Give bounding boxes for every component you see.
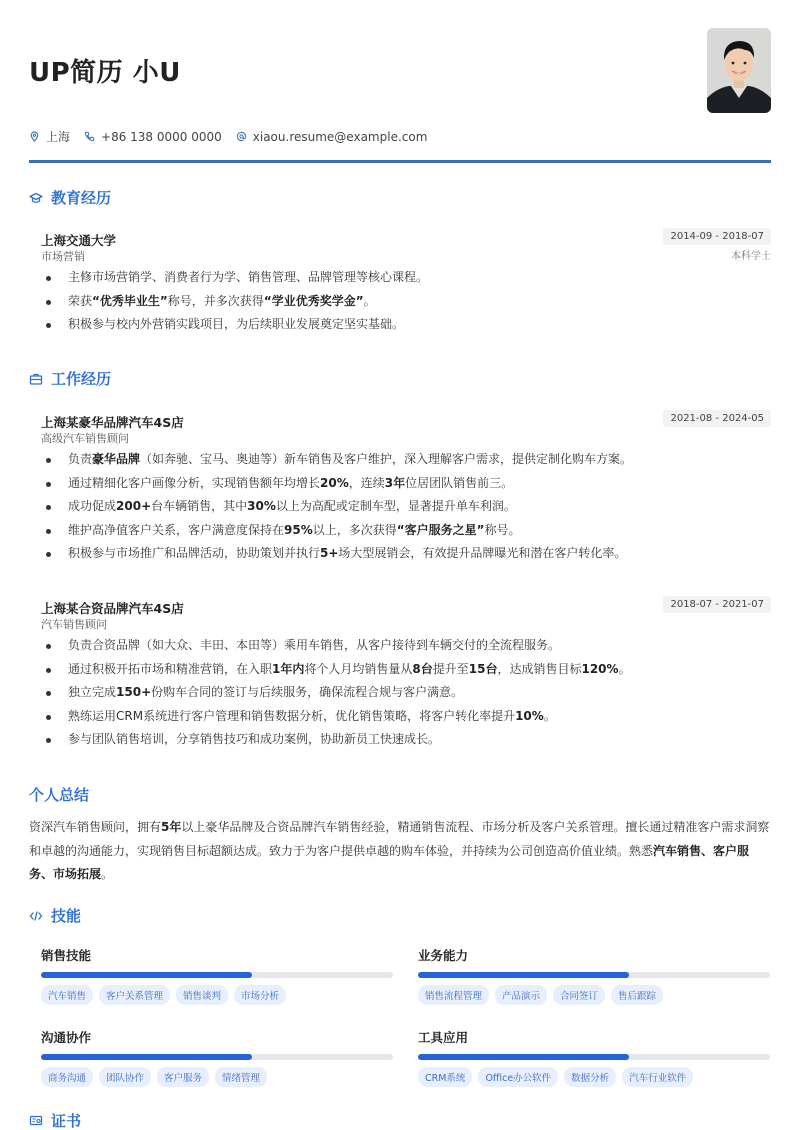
profile-photo <box>707 28 771 113</box>
work-section-title: 工作经历 <box>29 368 111 389</box>
skill-group: 销售技能 汽车销售 客户关系管理 销售谈判 市场分析 <box>41 946 393 1005</box>
location-pin-icon <box>29 131 40 142</box>
major: 市场营销 <box>41 250 85 263</box>
summary-text: 资深汽车销售顾问，拥有5年以上豪华品牌及合资品牌汽车销售经验，精通销售流程、市场分析及客户关系管理。擅长通过精准客户需求洞察和卓越的沟通能力，实现销售目标超额达成。致力于为客户提供卓越的购车体验，并持续为公司创造高价值业绩。熟悉汽车销售、客户服务、市场拓展。 <box>29 820 770 881</box>
skill-tag: 客户服务 <box>157 1067 209 1087</box>
education-bullets <box>41 266 771 337</box>
location-text: 上海 <box>46 130 71 144</box>
skill-tag: 汽车销售 <box>41 985 93 1005</box>
skill-tag: 产品演示 <box>495 985 547 1005</box>
skill-level-bar <box>418 972 770 978</box>
code-icon <box>29 909 43 923</box>
at-sign-icon <box>236 131 247 142</box>
skill-tag: 数据分析 <box>564 1067 616 1087</box>
list-item: 独立完成150+份购车合同的签订与后续服务，确保流程合规与客户满意。 <box>41 681 771 705</box>
list-item: 负责合资品牌（如大众、丰田、本田等）乘用车销售，从客户接待到车辆交付的全流程服务。 <box>41 634 771 658</box>
skill-group: 业务能力 销售流程管理 产品演示 合同签订 售后跟踪 <box>418 946 770 1005</box>
skill-tag: 客户关系管理 <box>99 985 170 1005</box>
briefcase-icon <box>29 372 43 386</box>
skill-group: 沟通协作 商务沟通 团队协作 客户服务 情绪管理 <box>41 1028 393 1087</box>
degree: 本科学士 <box>731 251 771 262</box>
graduation-cap-icon <box>29 191 43 205</box>
school-name: 上海交通大学 <box>41 233 117 248</box>
list-item: 成功促成200+台车辆销售，其中30%以上为高配或定制车型，显著提升单车利润。 <box>41 495 771 519</box>
education-entry <box>41 230 771 337</box>
list-item: 主修市场营销学、消费者行为学、销售管理、品牌管理等核心课程。 <box>41 266 771 290</box>
skill-tag: 售后跟踪 <box>611 985 663 1005</box>
date-badge: 2021-08 - 2024-05 <box>663 410 771 427</box>
date-badge: 2018-07 - 2021-07 <box>663 596 771 613</box>
list-item: 负责豪华品牌（如奔驰、宝马、奥迪等）新车销售及客户维护，深入理解客户需求，提供定制化购车方案。 <box>41 448 771 472</box>
list-item: 积极参与市场推广和品牌活动，协助策划并执行5+场大型展销会，有效提升品牌曝光和潜在客户转化率。 <box>41 542 771 566</box>
list-item: 熟练运用CRM系统进行客户管理和销售数据分析，优化销售策略，将客户转化率提升10%。 <box>41 705 771 729</box>
phone-text: +86 138 0000 0000 <box>101 129 222 144</box>
company-name: 上海某合资品牌汽车4S店 <box>41 601 184 616</box>
list-item: 通过积极开拓市场和精准营销，在入职1年内将个人月均销售量从8台提升至15台，达成销售目标120%。 <box>41 658 771 682</box>
resume-header <box>29 0 771 163</box>
work-bullets <box>41 634 771 752</box>
skill-level-bar <box>41 972 393 978</box>
skill-tag: 市场分析 <box>234 985 286 1005</box>
date-badge: 2014-09 - 2018-07 <box>663 228 771 245</box>
email-text: xiaou.resume@example.com <box>252 129 428 144</box>
phone-icon <box>84 131 95 142</box>
contact-info <box>29 128 427 145</box>
list-item: 通过精细化客户画像分析，实现销售额年均增长20%，连续3年位居团队销售前三。 <box>41 472 771 496</box>
contact-email[interactable] <box>236 130 428 144</box>
skills-section-title: 技能 <box>29 905 81 926</box>
job-role: 汽车销售顾问 <box>41 618 107 631</box>
certificates-section-title: 证书 <box>29 1110 81 1130</box>
education-section-title: 教育经历 <box>29 187 111 208</box>
skill-tag: Office办公软件 <box>478 1067 558 1087</box>
work-bullets <box>41 448 771 566</box>
certificate-icon <box>29 1114 43 1128</box>
resume-page <box>29 0 771 1130</box>
skill-tag: 商务沟通 <box>41 1067 93 1087</box>
skill-tag: 合同签订 <box>553 985 605 1005</box>
skill-tag: 销售谈判 <box>176 985 228 1005</box>
work-entry <box>41 598 771 752</box>
skill-level-bar <box>418 1054 770 1060</box>
skill-tag: 情绪管理 <box>215 1067 267 1087</box>
skill-tag: CRM系统 <box>418 1067 472 1087</box>
work-entry <box>41 412 771 566</box>
skill-level-bar <box>41 1054 393 1060</box>
skill-tag: 销售流程管理 <box>418 985 489 1005</box>
summary-section-title: 个人总结 <box>29 786 90 804</box>
list-item: 荣获“优秀毕业生”称号，并多次获得“学业优秀奖学金”。 <box>41 290 771 314</box>
skill-group: 工具应用 CRM系统 Office办公软件 数据分析 汽车行业软件 <box>418 1028 770 1087</box>
contact-location <box>29 128 70 145</box>
contact-phone[interactable] <box>84 130 222 144</box>
skill-tag: 汽车行业软件 <box>622 1067 693 1087</box>
list-item: 维护高净值客户关系，客户满意度保持在95%以上，多次获得“客户服务之星”称号。 <box>41 519 771 543</box>
candidate-name: UP简历 小U <box>29 58 181 88</box>
company-name: 上海某豪华品牌汽车4S店 <box>41 415 184 430</box>
skill-tag: 团队协作 <box>99 1067 151 1087</box>
job-role: 高级汽车销售顾问 <box>41 432 129 445</box>
list-item: 积极参与校内外营销实践项目，为后续职业发展奠定坚实基础。 <box>41 313 771 337</box>
list-item: 参与团队销售培训，分享销售技巧和成功案例，协助新员工快速成长。 <box>41 728 771 752</box>
